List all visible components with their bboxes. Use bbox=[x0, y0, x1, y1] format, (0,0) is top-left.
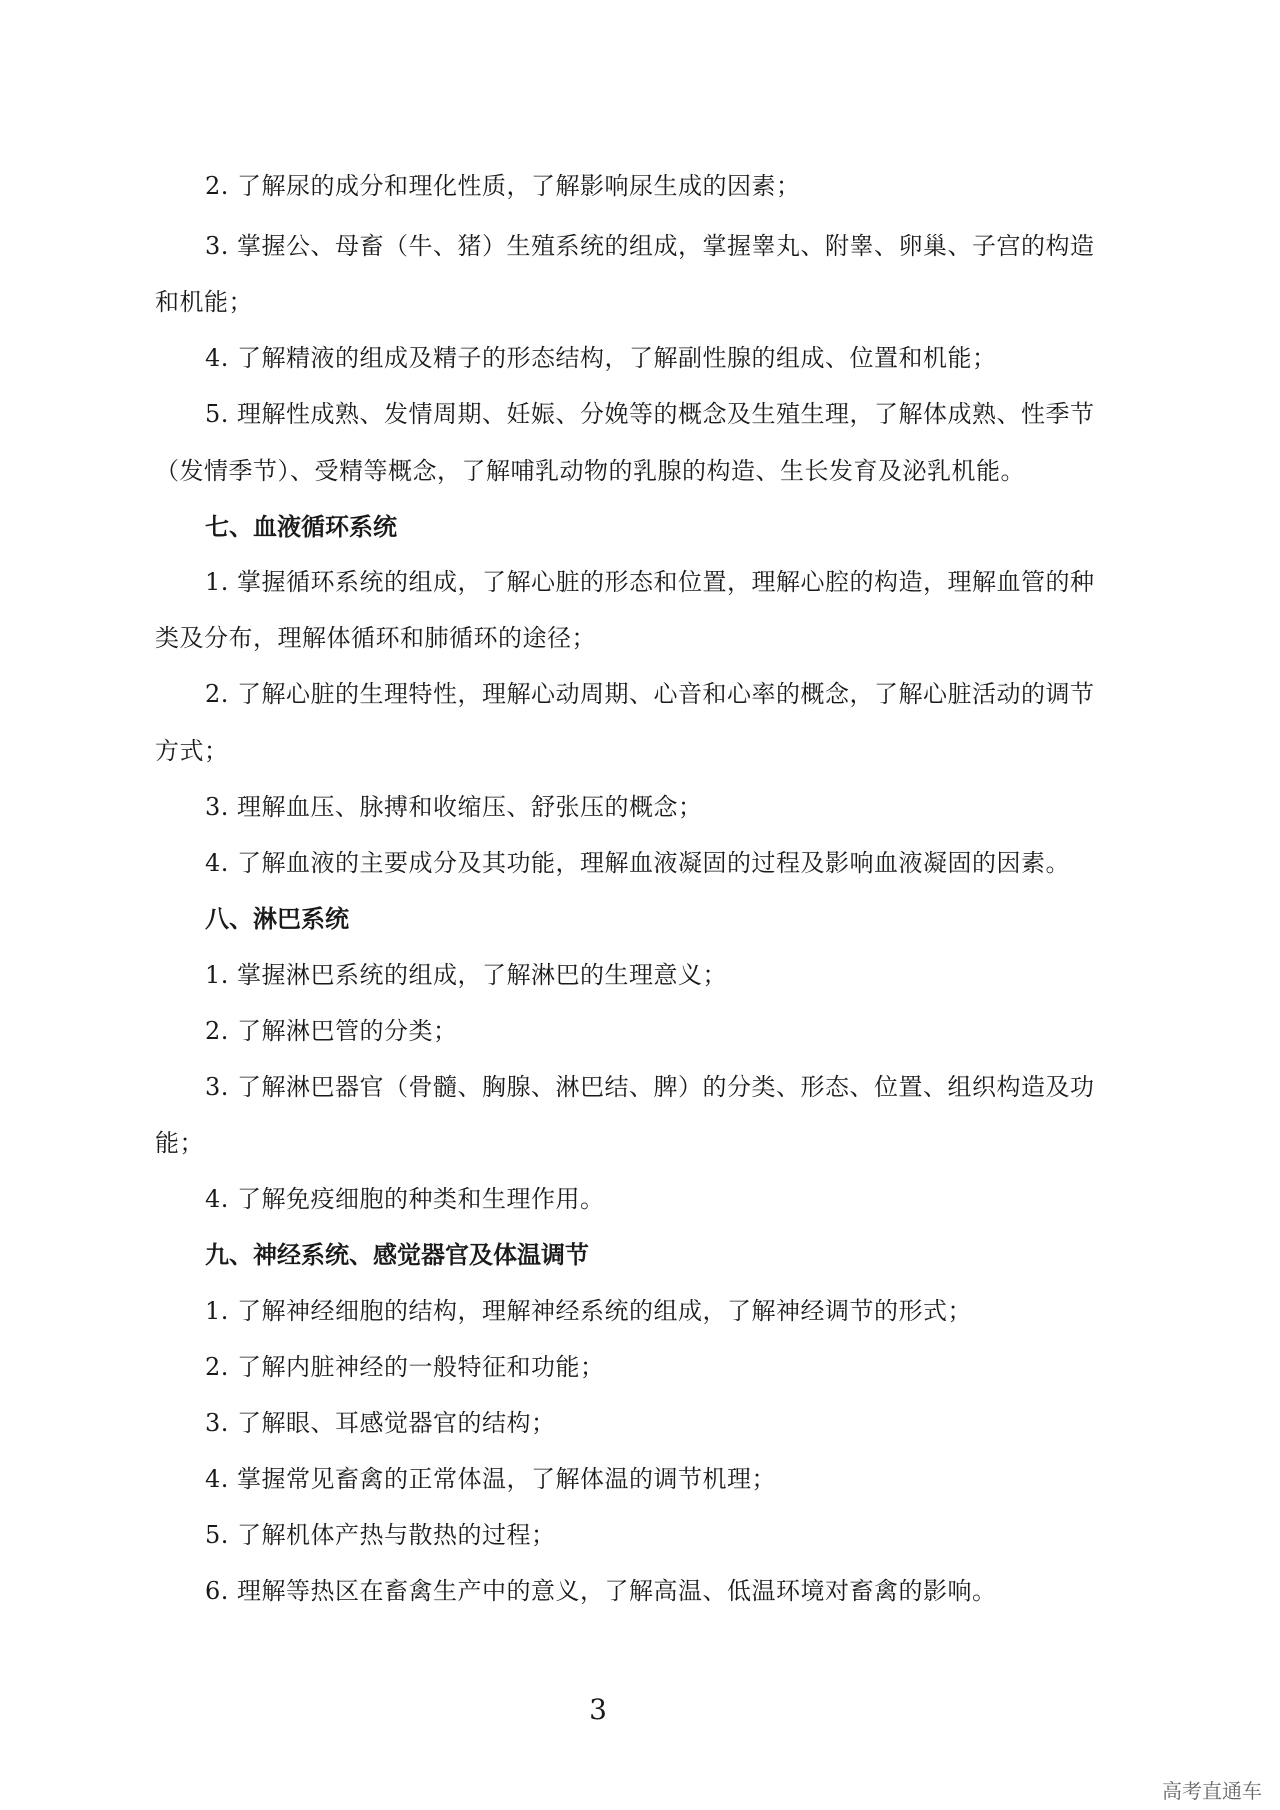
page-number: 3 bbox=[589, 1693, 607, 1726]
text-line: 方式； bbox=[155, 737, 229, 765]
text-line: 4. 了解血液的主要成分及其功能，理解血液凝固的过程及影响血液凝固的因素。 bbox=[205, 849, 1071, 877]
text-line: 4. 掌握常见畜禽的正常体温，了解体温的调节机理； bbox=[205, 1465, 777, 1493]
text-line: 3. 了解淋巴器官（骨髓、胸腺、淋巴结、脾）的分类、形态、位置、组织构造及功 bbox=[205, 1073, 1095, 1101]
text-line: （发情季节）、受精等概念，了解哺乳动物的乳腺的构造、生长发育及泌乳机能。 bbox=[155, 457, 1025, 485]
text-line: 5. 理解性成熟、发情周期、妊娠、分娩等的概念及生殖生理，了解体成熟、性季节 bbox=[205, 400, 1095, 428]
text-line: 3. 了解眼、耳感觉器官的结构； bbox=[205, 1409, 556, 1437]
text-line: 2. 了解内脏神经的一般特征和功能； bbox=[205, 1353, 605, 1381]
text-line: 1. 了解神经细胞的结构，理解神经系统的组成，了解神经调节的形式； bbox=[205, 1297, 973, 1325]
text-line: 4. 了解精液的组成及精子的形态结构，了解副性腺的组成、位置和机能； bbox=[205, 344, 997, 372]
text-line: 2. 了解淋巴管的分类； bbox=[205, 1017, 458, 1045]
text-line: 5. 了解机体产热与散热的过程； bbox=[205, 1521, 556, 1549]
watermark: 高考直通车 bbox=[1162, 1779, 1262, 1803]
text-line: 2. 了解尿的成分和理化性质，了解影响尿生成的因素； bbox=[205, 172, 801, 200]
text-line: 6. 理解等热区在畜禽生产中的意义，了解高温、低温环境对畜禽的影响。 bbox=[205, 1577, 997, 1605]
text-line: 2. 了解心脏的生理特性，理解心动周期、心音和心率的概念，了解心脏活动的调节 bbox=[205, 680, 1095, 708]
text-line: 1. 掌握淋巴系统的组成，了解淋巴的生理意义； bbox=[205, 961, 728, 989]
text-line: 能； bbox=[155, 1129, 204, 1157]
section-heading: 八、淋巴系统 bbox=[205, 905, 349, 933]
text-line: 3. 理解血压、脉搏和收缩压、舒张压的概念； bbox=[205, 793, 703, 821]
text-line: 类及分布，理解体循环和肺循环的途径； bbox=[155, 624, 596, 652]
text-line: 和机能； bbox=[155, 288, 253, 316]
text-line: 1. 掌握循环系统的组成，了解心脏的形态和位置，理解心腔的构造，理解血管的种 bbox=[205, 568, 1095, 596]
text-line: 4. 了解免疫细胞的种类和生理作用。 bbox=[205, 1185, 605, 1213]
section-heading: 九、神经系统、感觉器官及体温调节 bbox=[205, 1241, 589, 1269]
text-line: 3. 掌握公、母畜（牛、猪）生殖系统的组成，掌握睾丸、附睾、卵巢、子宫的构造 bbox=[205, 232, 1095, 260]
section-heading: 七、血液循环系统 bbox=[205, 513, 397, 541]
